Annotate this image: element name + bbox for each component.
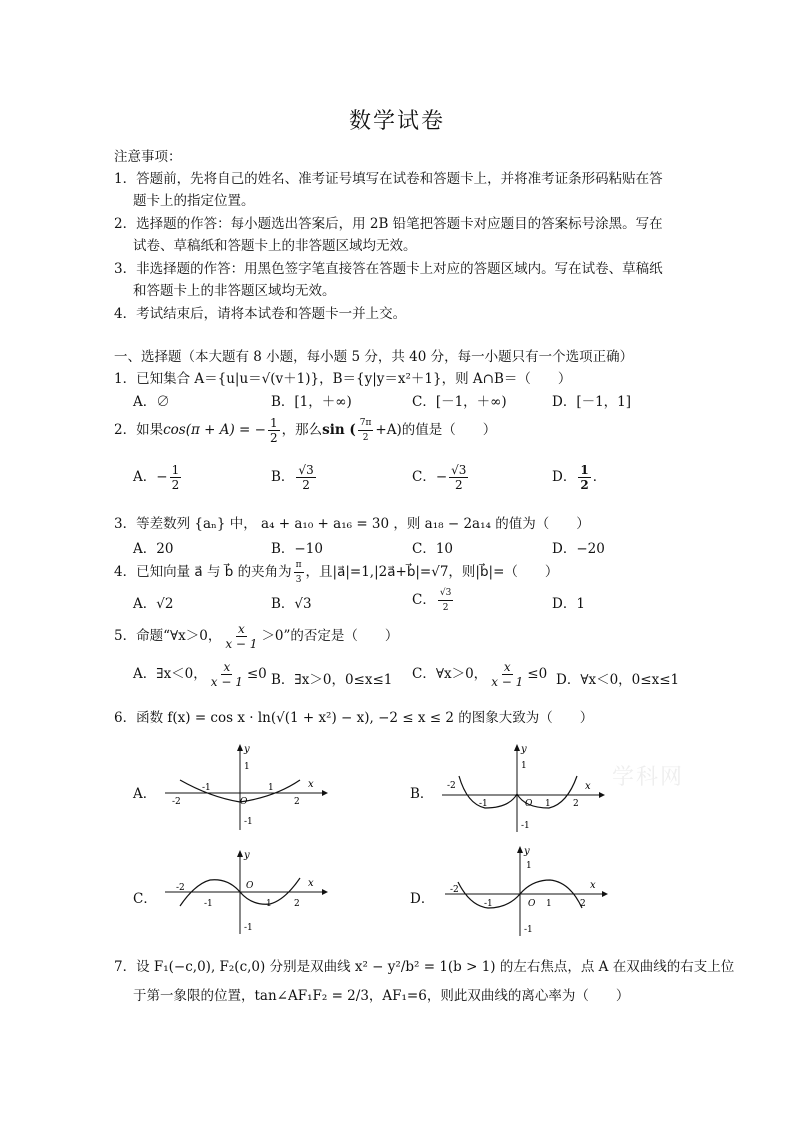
- opt-label: C．−: [412, 469, 448, 485]
- tick-label: -1: [479, 799, 488, 809]
- frac-den: 2: [362, 433, 369, 443]
- watermark: 学科网: [612, 765, 685, 790]
- notice-item: 2．选择题的作答：每小题选出答案后，用 2B 铅笔把答题卡对应题目的答案标号涂黑。写在: [114, 216, 663, 232]
- frac-num: x: [238, 622, 245, 636]
- tick-label: -2: [447, 781, 456, 791]
- notice-item: 1．答题前，先将自己的姓名、准考证号填写在试卷和答题卡上，并将准考证条形码粘贴在答: [114, 171, 663, 187]
- q2-expr2: sin (: [322, 422, 356, 438]
- q5-pre: 5．命题“∀x＞0，: [114, 628, 222, 644]
- q1-option-d: D．[－1，1]: [552, 394, 632, 410]
- frac-num: 1: [171, 463, 180, 477]
- q4-post: ，且|a⃗|=1,|2a⃗+b⃗|=√7，则|b⃗|=（ ）: [305, 564, 559, 580]
- q2-frac1: [268, 416, 280, 445]
- q5-option-c: [412, 660, 547, 689]
- q3-option-b: B．−10: [271, 541, 323, 557]
- opt-label: C．∀x＞0，: [412, 666, 488, 682]
- question-7-stem-line1: 7．设 F₁(−c,0), F₂(c,0) 分别是双曲线 x² − y²/b² = 1(b > 1) 的左右焦点，点 A 在双曲线的右支上位: [114, 959, 735, 975]
- tick-label: 1: [545, 799, 551, 809]
- opt-frac: [438, 586, 453, 615]
- q3-option-d: D．−20: [552, 541, 605, 557]
- tick-label: -2: [176, 883, 185, 893]
- opt-suffix: ．: [592, 469, 607, 485]
- notice-heading: 注意事项：: [114, 149, 182, 165]
- q6-option-b-label: B．: [410, 786, 434, 802]
- notice-item: 题卡上的指定位置。: [133, 193, 255, 209]
- frac-den: x − 1: [491, 675, 524, 689]
- opt-suffix: ≤0: [527, 666, 548, 682]
- frac-num: 1: [580, 463, 589, 477]
- q5-post: ＞0”的否定是（ ）: [261, 628, 399, 644]
- question-3-stem: 3．等差数列 {aₙ} 中， a₄ + a₁₀ + a₁₆ = 30 ，则 a₁₈ − 2a₁₄ 的值为（ ）: [114, 516, 590, 532]
- opt-label: A．∃x＜0，: [133, 666, 207, 682]
- q6-option-a-label: A．: [133, 786, 157, 802]
- frac-den: x − 1: [225, 637, 258, 651]
- q2-expr1: cos(π + A) = −: [163, 422, 266, 438]
- opt-frac: [296, 463, 315, 492]
- tick-label: 1: [268, 783, 274, 793]
- notice-item: 试卷、草稿纸和答题卡上的非答题区域均无效。: [133, 238, 417, 254]
- x-axis-arrow: [602, 891, 608, 897]
- q3-option-c: C．10: [412, 541, 454, 557]
- frac-num: √3: [298, 463, 314, 477]
- question-1-stem: 1．已知集合 A＝{u|u＝√(v＋1)}，B＝{y|y＝x²＋1}，则 A∩B＝（ ）: [114, 371, 572, 387]
- q4-option-d: D．1: [552, 596, 585, 612]
- q2-option-d: [552, 463, 606, 492]
- curve: [459, 776, 577, 808]
- x-label: x: [585, 781, 591, 792]
- graph-option-c: [160, 848, 330, 938]
- q5-option-d: D．∀x＜0，0≤x≤1: [556, 672, 680, 688]
- y-label: y: [244, 850, 250, 861]
- question-4-stem: [114, 558, 558, 587]
- y-label: y: [521, 744, 527, 755]
- notice-item: 3．非选择题的作答：用黑色签字笔直接答在答题卡上对应的答题区域内。写在试卷、草稿纸: [114, 261, 663, 277]
- q4-frac: [294, 558, 304, 587]
- tick-label: -2: [172, 797, 181, 807]
- tick-label: -1: [244, 817, 253, 827]
- tick-label: 2: [294, 899, 300, 909]
- tick-label: 1: [526, 861, 532, 871]
- graph-option-d: [440, 846, 610, 938]
- q6-option-c-label: C．: [133, 891, 157, 907]
- origin-label: O: [246, 881, 254, 891]
- frac-num: π: [294, 558, 304, 573]
- frac-num: 1: [269, 416, 278, 430]
- opt-suffix: ≤0: [246, 666, 267, 682]
- page-title: 数学试卷: [348, 109, 445, 134]
- opt-label: C．: [412, 592, 436, 608]
- x-label: x: [590, 880, 596, 891]
- opt-frac: [209, 660, 245, 689]
- q2-option-b: [271, 463, 318, 492]
- question-7-stem-line2: 于第一象限的位置，tan∠AF₁F₂ = 2/3，AF₁=6，则此双曲线的离心率为（ ）: [133, 988, 630, 1004]
- frac-num: √3: [438, 586, 453, 601]
- x-axis-arrow: [322, 790, 328, 796]
- tick-label: 2: [294, 797, 300, 807]
- tick-label: 1: [521, 761, 527, 771]
- q2-option-c: [412, 463, 470, 492]
- tick-label: -1: [521, 821, 530, 831]
- frac-den: 3: [295, 575, 302, 585]
- y-axis-arrow: [237, 744, 243, 751]
- y-label: y: [244, 744, 250, 755]
- q1-option-c: C．[－1，＋∞): [412, 394, 507, 410]
- q4-option-a: A．√2: [133, 596, 174, 612]
- tick-label: 1: [266, 899, 272, 909]
- tick-label: -1: [244, 923, 253, 933]
- tick-label: -1: [524, 925, 533, 935]
- notice-item: 4．考试结束后，请将本试卷和答题卡一并上交。: [114, 306, 407, 322]
- frac-num: 7π: [358, 416, 374, 431]
- frac-den: 2: [302, 478, 310, 492]
- tick-label: -1: [204, 899, 213, 909]
- tick-label: -2: [450, 885, 459, 895]
- section-heading: 一、选择题（本大题有 8 小题，每小题 5 分，共 40 分，每一小题只有一个选项正确）: [114, 349, 634, 365]
- opt-frac: [489, 660, 525, 689]
- frac-den: 2: [442, 603, 449, 613]
- origin-label: O: [528, 899, 536, 909]
- tick-label: 1: [244, 762, 250, 772]
- frac-num: x: [503, 660, 511, 674]
- q2-pre: 2．如果: [114, 422, 164, 438]
- opt-label: B．: [271, 469, 295, 485]
- q2-option-a: [133, 463, 183, 492]
- notice-item: 和答题卡上的非答题区域均无效。: [133, 283, 336, 299]
- x-axis-arrow: [599, 792, 605, 798]
- frac-num: √3: [451, 463, 467, 477]
- y-axis-arrow: [237, 850, 243, 857]
- q5-frac: [223, 622, 259, 651]
- frac-num: x: [223, 660, 231, 674]
- q5-option-a: [133, 660, 267, 689]
- q5-option-b: B．∃x＞0，0≤x≤1: [271, 672, 393, 688]
- q6-option-d-label: D．: [410, 891, 435, 907]
- frac-den: 2: [580, 478, 589, 492]
- question-2-stem: [114, 416, 496, 445]
- origin-label: O: [240, 797, 248, 807]
- frac-den: 2: [454, 478, 463, 492]
- frac-den: 2: [171, 478, 180, 492]
- opt-label: A．−: [133, 469, 168, 485]
- x-label: x: [308, 779, 314, 790]
- tick-label: -1: [484, 899, 493, 909]
- q4-pre: 4．已知向量 a⃗ 与 b⃗ 的夹角为: [114, 564, 292, 580]
- opt-label: D．: [552, 469, 577, 485]
- q2-mid: ，那么: [281, 422, 323, 438]
- tick-label: 2: [580, 899, 586, 909]
- tick-label: -1: [202, 783, 211, 793]
- x-axis-arrow: [322, 889, 328, 895]
- q4-option-c: [412, 586, 455, 615]
- y-axis-arrow: [517, 846, 523, 853]
- frac-den: x − 1: [210, 675, 243, 689]
- graph-option-a: [160, 742, 330, 832]
- q3-option-a: A．20: [133, 541, 174, 557]
- opt-frac: [578, 463, 590, 492]
- opt-frac: [170, 463, 182, 492]
- q1-option-b: B．[1，＋∞): [271, 394, 352, 410]
- graph-option-b: [437, 742, 607, 834]
- tick-label: 2: [573, 799, 579, 809]
- tick-label: 1: [546, 899, 552, 909]
- q2-post: +A)的值是（ ）: [375, 422, 497, 438]
- q1-option-a: A．∅: [133, 394, 170, 410]
- question-5-stem: [114, 622, 398, 651]
- opt-frac: [449, 463, 468, 492]
- q4-option-b: B．√3: [271, 596, 312, 612]
- y-axis-arrow: [514, 744, 520, 751]
- question-6-stem: 6．函数 f(x) = cos x · ln(√(1 + x²) − x), −2 ≤ x ≤ 2 的图象大致为（ ）: [114, 710, 594, 726]
- x-label: x: [308, 878, 314, 889]
- q2-frac2: [358, 416, 374, 445]
- y-label: y: [524, 846, 530, 857]
- origin-label: O: [525, 799, 533, 809]
- frac-den: 2: [269, 431, 278, 445]
